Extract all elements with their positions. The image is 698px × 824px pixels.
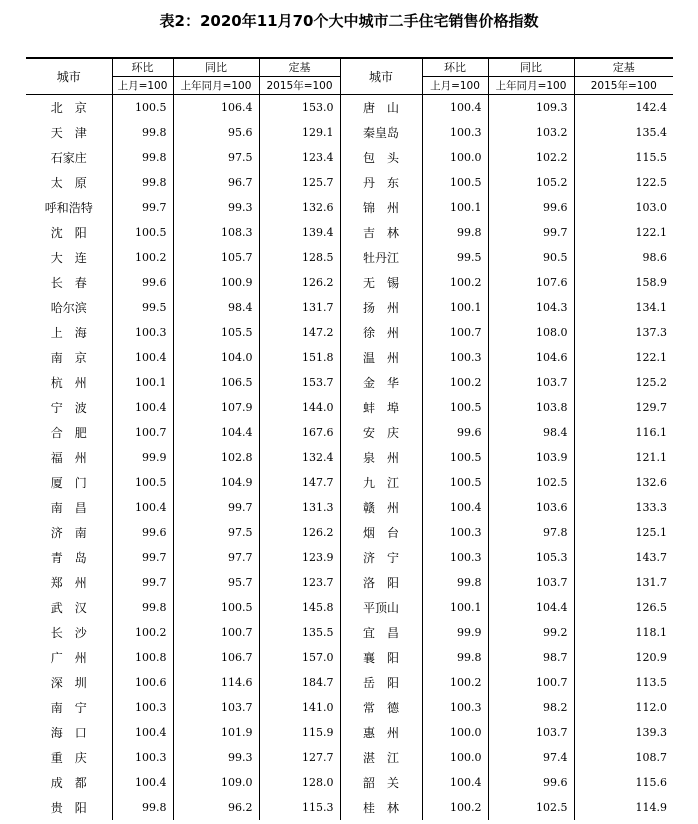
city-cell-left: 青 岛 (50, 551, 87, 565)
city-cell-right: 桂 林 (340, 795, 422, 820)
fixed-cell-left: 125.7 (259, 170, 340, 195)
yoy-cell-left: 107.9 (173, 395, 259, 420)
yoy-cell-left: 99.7 (173, 495, 259, 520)
header-yoy-base-right: 上年同月=100 (488, 77, 574, 95)
fixed-cell-right: 114.9 (574, 795, 673, 820)
city-cell-left: 宁 波 (50, 401, 87, 415)
table-row (26, 345, 673, 370)
yoy-cell-left: 97.7 (173, 545, 259, 570)
fixed-cell-right: 125.1 (574, 520, 673, 545)
city-cell-right: 济 宁 (340, 545, 422, 570)
mom-cell-left: 100.5 (112, 470, 173, 495)
yoy-cell-left: 106.5 (173, 370, 259, 395)
fixed-cell-left: 184.7 (259, 670, 340, 695)
city-cell-right: 温 州 (340, 345, 422, 370)
mom-cell-left: 100.5 (112, 95, 173, 121)
price-index-table (26, 57, 673, 820)
yoy-cell-right: 104.3 (488, 295, 574, 320)
fixed-cell-left: 132.6 (259, 195, 340, 220)
mom-cell-right: 99.8 (422, 570, 488, 595)
table-header (26, 58, 673, 95)
yoy-cell-right: 105.3 (488, 545, 574, 570)
table-row (26, 520, 673, 545)
city-cell-right: 岳 阳 (340, 670, 422, 695)
fixed-cell-right: 122.5 (574, 170, 673, 195)
table-row (26, 145, 673, 170)
city-cell-left: 深 圳 (50, 676, 87, 690)
fixed-cell-left: 131.3 (259, 495, 340, 520)
mom-cell-left: 100.6 (112, 670, 173, 695)
fixed-cell-right: 108.7 (574, 745, 673, 770)
fixed-cell-left: 157.0 (259, 645, 340, 670)
yoy-cell-right: 103.6 (488, 495, 574, 520)
yoy-cell-right: 103.2 (488, 120, 574, 145)
yoy-cell-right: 103.9 (488, 445, 574, 470)
mom-cell-right: 100.7 (422, 320, 488, 345)
yoy-cell-right: 99.7 (488, 220, 574, 245)
mom-cell-left: 100.7 (112, 420, 173, 445)
city-cell-left: 北 京 (50, 101, 87, 115)
fixed-cell-left: 145.8 (259, 595, 340, 620)
yoy-cell-right: 105.2 (488, 170, 574, 195)
city-cell-left: 南 宁 (50, 701, 87, 715)
city-cell-right: 洛 阳 (340, 570, 422, 595)
yoy-cell-left: 95.6 (173, 120, 259, 145)
header-mom-right: 环比 (422, 58, 488, 77)
fixed-cell-left: 128.0 (259, 770, 340, 795)
mom-cell-left: 100.8 (112, 645, 173, 670)
city-cell-right: 吉 林 (340, 220, 422, 245)
yoy-cell-left: 108.3 (173, 220, 259, 245)
table-row (26, 270, 673, 295)
fixed-cell-right: 115.5 (574, 145, 673, 170)
city-cell-left: 长 沙 (50, 626, 87, 640)
mom-cell-right: 100.3 (422, 695, 488, 720)
city-cell-left: 武 汉 (50, 601, 87, 615)
yoy-cell-left: 106.7 (173, 645, 259, 670)
yoy-cell-right: 103.7 (488, 370, 574, 395)
table-body (26, 95, 673, 821)
city-cell-left: 重 庆 (50, 751, 87, 765)
table-row (26, 445, 673, 470)
mom-cell-left: 99.5 (112, 295, 173, 320)
table-row (26, 420, 673, 445)
city-cell-left: 海 口 (50, 726, 87, 740)
yoy-cell-left: 100.7 (173, 620, 259, 645)
table-row (26, 495, 673, 520)
city-cell-left: 天 津 (50, 126, 87, 140)
city-cell-right: 九 江 (340, 470, 422, 495)
fixed-cell-left: 151.8 (259, 345, 340, 370)
table-row (26, 620, 673, 645)
city-cell-right: 湛 江 (340, 745, 422, 770)
mom-cell-left: 100.3 (112, 745, 173, 770)
table-row (26, 795, 673, 820)
yoy-cell-left: 105.7 (173, 245, 259, 270)
yoy-cell-right: 102.5 (488, 795, 574, 820)
header-yoy-base-left: 上年同月=100 (173, 77, 259, 95)
mom-cell-left: 99.8 (112, 120, 173, 145)
header-mom-left: 环比 (112, 58, 173, 77)
yoy-cell-left: 114.6 (173, 670, 259, 695)
city-cell-right: 宜 昌 (340, 620, 422, 645)
mom-cell-right: 100.0 (422, 720, 488, 745)
fixed-cell-right: 121.1 (574, 445, 673, 470)
yoy-cell-left: 101.9 (173, 720, 259, 745)
table-row (26, 120, 673, 145)
table-row (26, 670, 673, 695)
fixed-cell-left: 167.6 (259, 420, 340, 445)
table-row (26, 195, 673, 220)
fixed-cell-left: 128.5 (259, 245, 340, 270)
mom-cell-left: 99.7 (112, 545, 173, 570)
mom-cell-right: 100.1 (422, 195, 488, 220)
mom-cell-left: 99.7 (112, 570, 173, 595)
table-row (26, 170, 673, 195)
fixed-cell-left: 131.7 (259, 295, 340, 320)
mom-cell-right: 100.0 (422, 745, 488, 770)
city-cell-right: 秦皇岛 (340, 120, 422, 145)
fixed-cell-right: 120.9 (574, 645, 673, 670)
city-cell-right: 牡丹江 (340, 245, 422, 270)
fixed-cell-right: 115.6 (574, 770, 673, 795)
fixed-cell-left: 126.2 (259, 520, 340, 545)
mom-cell-left: 100.1 (112, 370, 173, 395)
fixed-cell-left: 126.2 (259, 270, 340, 295)
yoy-cell-left: 97.5 (173, 520, 259, 545)
table-row (26, 220, 673, 245)
fixed-cell-left: 129.1 (259, 120, 340, 145)
city-cell-right: 常 德 (340, 695, 422, 720)
fixed-cell-right: 132.6 (574, 470, 673, 495)
mom-cell-left: 100.4 (112, 395, 173, 420)
city-cell-left: 南 京 (50, 351, 87, 365)
yoy-cell-right: 98.2 (488, 695, 574, 720)
header-city-right: 城市 (340, 58, 422, 95)
mom-cell-left: 99.8 (112, 795, 173, 820)
city-cell-right: 金 华 (340, 370, 422, 395)
fixed-cell-left: 147.7 (259, 470, 340, 495)
mom-cell-left: 99.8 (112, 170, 173, 195)
fixed-cell-right: 98.6 (574, 245, 673, 270)
yoy-cell-right: 104.6 (488, 345, 574, 370)
header-yoy-right: 同比 (488, 58, 574, 77)
yoy-cell-right: 90.5 (488, 245, 574, 270)
yoy-cell-right: 102.5 (488, 470, 574, 495)
fixed-cell-right: 125.2 (574, 370, 673, 395)
city-cell-left: 广 州 (50, 651, 87, 665)
table-row (26, 295, 673, 320)
fixed-cell-left: 123.4 (259, 145, 340, 170)
city-cell-right: 泉 州 (340, 445, 422, 470)
mom-cell-left: 100.2 (112, 620, 173, 645)
mom-cell-right: 99.8 (422, 645, 488, 670)
mom-cell-right: 100.1 (422, 595, 488, 620)
table-row (26, 570, 673, 595)
yoy-cell-left: 97.5 (173, 145, 259, 170)
fixed-cell-left: 115.3 (259, 795, 340, 820)
table-row (26, 770, 673, 795)
mom-cell-right: 100.2 (422, 795, 488, 820)
fixed-cell-right: 112.0 (574, 695, 673, 720)
fixed-cell-right: 131.7 (574, 570, 673, 595)
fixed-cell-left: 139.4 (259, 220, 340, 245)
yoy-cell-left: 99.3 (173, 195, 259, 220)
yoy-cell-left: 103.7 (173, 695, 259, 720)
yoy-cell-right: 99.6 (488, 770, 574, 795)
table-row (26, 320, 673, 345)
mom-cell-right: 100.2 (422, 370, 488, 395)
mom-cell-left: 100.4 (112, 495, 173, 520)
table-row (26, 695, 673, 720)
mom-cell-right: 100.4 (422, 495, 488, 520)
yoy-cell-left: 105.5 (173, 320, 259, 345)
fixed-cell-right: 103.0 (574, 195, 673, 220)
mom-cell-right: 100.0 (422, 145, 488, 170)
fixed-cell-right: 129.7 (574, 395, 673, 420)
mom-cell-right: 100.3 (422, 345, 488, 370)
city-cell-left: 呼和浩特 (44, 201, 93, 215)
fixed-cell-left: 153.0 (259, 95, 340, 121)
city-cell-left: 贵 阳 (50, 801, 87, 815)
fixed-cell-right: 158.9 (574, 270, 673, 295)
table-row (26, 245, 673, 270)
yoy-cell-right: 104.4 (488, 595, 574, 620)
yoy-cell-right: 98.7 (488, 645, 574, 670)
fixed-cell-left: 141.0 (259, 695, 340, 720)
table-row (26, 545, 673, 570)
fixed-cell-right: 116.1 (574, 420, 673, 445)
city-cell-right: 丹 东 (340, 170, 422, 195)
table-row (26, 95, 673, 121)
mom-cell-right: 100.5 (422, 470, 488, 495)
city-cell-right: 蚌 埠 (340, 395, 422, 420)
table-row (26, 395, 673, 420)
city-cell-right: 无 锡 (340, 270, 422, 295)
mom-cell-left: 100.5 (112, 220, 173, 245)
yoy-cell-right: 109.3 (488, 95, 574, 121)
mom-cell-right: 100.2 (422, 670, 488, 695)
city-cell-left: 南 昌 (50, 501, 87, 515)
yoy-cell-left: 104.4 (173, 420, 259, 445)
mom-cell-left: 100.3 (112, 320, 173, 345)
mom-cell-left: 99.9 (112, 445, 173, 470)
city-cell-left: 合 肥 (50, 426, 87, 440)
city-cell-left: 石家庄 (50, 151, 87, 165)
fixed-cell-right: 133.3 (574, 495, 673, 520)
yoy-cell-left: 100.5 (173, 595, 259, 620)
header-mom-base-right: 上月=100 (422, 77, 488, 95)
mom-cell-left: 100.4 (112, 770, 173, 795)
mom-cell-right: 100.5 (422, 445, 488, 470)
yoy-cell-left: 98.4 (173, 295, 259, 320)
fixed-cell-right: 139.3 (574, 720, 673, 745)
mom-cell-left: 100.4 (112, 345, 173, 370)
table-row (26, 745, 673, 770)
city-cell-right: 惠 州 (340, 720, 422, 745)
fixed-cell-left: 135.5 (259, 620, 340, 645)
fixed-cell-left: 123.9 (259, 545, 340, 570)
fixed-cell-right: 118.1 (574, 620, 673, 645)
city-cell-right: 锦 州 (340, 195, 422, 220)
header-fixed-left: 定基 (259, 58, 340, 77)
fixed-cell-right: 137.3 (574, 320, 673, 345)
mom-cell-right: 100.5 (422, 170, 488, 195)
header-fixed-right: 定基 (574, 58, 673, 77)
city-cell-right: 韶 关 (340, 770, 422, 795)
fixed-cell-left: 132.4 (259, 445, 340, 470)
city-cell-right: 烟 台 (340, 520, 422, 545)
yoy-cell-left: 102.8 (173, 445, 259, 470)
yoy-cell-left: 109.0 (173, 770, 259, 795)
mom-cell-right: 100.3 (422, 520, 488, 545)
city-cell-left: 福 州 (50, 451, 87, 465)
mom-cell-left: 99.6 (112, 520, 173, 545)
yoy-cell-right: 102.2 (488, 145, 574, 170)
header-yoy-left: 同比 (173, 58, 259, 77)
yoy-cell-right: 97.4 (488, 745, 574, 770)
mom-cell-right: 100.2 (422, 270, 488, 295)
fixed-cell-right: 142.4 (574, 95, 673, 121)
fixed-cell-right: 122.1 (574, 345, 673, 370)
header-mom-base-left: 上月=100 (112, 77, 173, 95)
page-title: 表2：2020年11月70个大中城市二手住宅销售价格指数 (159, 12, 539, 30)
mom-cell-left: 99.8 (112, 145, 173, 170)
fixed-cell-right: 113.5 (574, 670, 673, 695)
yoy-cell-left: 106.4 (173, 95, 259, 121)
fixed-cell-left: 153.7 (259, 370, 340, 395)
fixed-cell-left: 127.7 (259, 745, 340, 770)
mom-cell-right: 100.4 (422, 770, 488, 795)
table-row (26, 470, 673, 495)
mom-cell-right: 100.3 (422, 120, 488, 145)
table-row (26, 370, 673, 395)
mom-cell-right: 99.9 (422, 620, 488, 645)
fixed-cell-left: 147.2 (259, 320, 340, 345)
city-cell-right: 徐 州 (340, 320, 422, 345)
yoy-cell-left: 96.7 (173, 170, 259, 195)
mom-cell-right: 99.5 (422, 245, 488, 270)
fixed-cell-right: 134.1 (574, 295, 673, 320)
city-cell-right: 包 头 (340, 145, 422, 170)
city-cell-left: 厦 门 (50, 476, 87, 490)
yoy-cell-left: 104.9 (173, 470, 259, 495)
city-cell-left: 郑 州 (50, 576, 87, 590)
city-cell-left: 哈尔滨 (50, 301, 87, 315)
city-cell-right: 平顶山 (340, 595, 422, 620)
mom-cell-right: 100.1 (422, 295, 488, 320)
header-city-left: 城市 (26, 58, 112, 95)
mom-cell-right: 100.4 (422, 95, 488, 121)
header-fixed-base-left: 2015年=100 (259, 77, 340, 95)
fixed-cell-right: 122.1 (574, 220, 673, 245)
fixed-cell-right: 135.4 (574, 120, 673, 145)
yoy-cell-right: 108.0 (488, 320, 574, 345)
table-row (26, 720, 673, 745)
city-cell-left: 济 南 (50, 526, 87, 540)
yoy-cell-right: 103.7 (488, 720, 574, 745)
yoy-cell-left: 96.2 (173, 795, 259, 820)
city-cell-right: 赣 州 (340, 495, 422, 520)
fixed-cell-left: 144.0 (259, 395, 340, 420)
yoy-cell-left: 104.0 (173, 345, 259, 370)
mom-cell-left: 99.8 (112, 595, 173, 620)
yoy-cell-right: 98.4 (488, 420, 574, 445)
table-row (26, 645, 673, 670)
yoy-cell-right: 107.6 (488, 270, 574, 295)
yoy-cell-right: 103.8 (488, 395, 574, 420)
yoy-cell-left: 100.9 (173, 270, 259, 295)
city-cell-left: 大 连 (50, 251, 87, 265)
mom-cell-left: 100.3 (112, 695, 173, 720)
city-cell-right: 安 庆 (340, 420, 422, 445)
city-cell-right: 襄 阳 (340, 645, 422, 670)
city-cell-left: 杭 州 (50, 376, 87, 390)
city-cell-left: 长 春 (50, 276, 87, 290)
mom-cell-right: 99.8 (422, 220, 488, 245)
fixed-cell-right: 126.5 (574, 595, 673, 620)
city-cell-left: 上 海 (50, 326, 87, 340)
fixed-cell-left: 123.7 (259, 570, 340, 595)
fixed-cell-left: 115.9 (259, 720, 340, 745)
fixed-cell-right: 143.7 (574, 545, 673, 570)
table-row (26, 595, 673, 620)
yoy-cell-right: 99.2 (488, 620, 574, 645)
mom-cell-left: 99.6 (112, 270, 173, 295)
city-cell-left: 成 都 (50, 776, 87, 790)
city-cell-right: 唐 山 (340, 95, 422, 121)
yoy-cell-right: 103.7 (488, 570, 574, 595)
yoy-cell-left: 99.3 (173, 745, 259, 770)
mom-cell-left: 99.7 (112, 195, 173, 220)
yoy-cell-right: 99.6 (488, 195, 574, 220)
city-cell-right: 扬 州 (340, 295, 422, 320)
yoy-cell-left: 95.7 (173, 570, 259, 595)
header-fixed-base-right: 2015年=100 (574, 77, 673, 95)
city-cell-left: 沈 阳 (50, 226, 87, 240)
mom-cell-left: 100.4 (112, 720, 173, 745)
mom-cell-right: 100.5 (422, 395, 488, 420)
yoy-cell-right: 100.7 (488, 670, 574, 695)
mom-cell-left: 100.2 (112, 245, 173, 270)
mom-cell-right: 99.6 (422, 420, 488, 445)
city-cell-left: 太 原 (50, 176, 87, 190)
yoy-cell-right: 97.8 (488, 520, 574, 545)
mom-cell-right: 100.3 (422, 545, 488, 570)
